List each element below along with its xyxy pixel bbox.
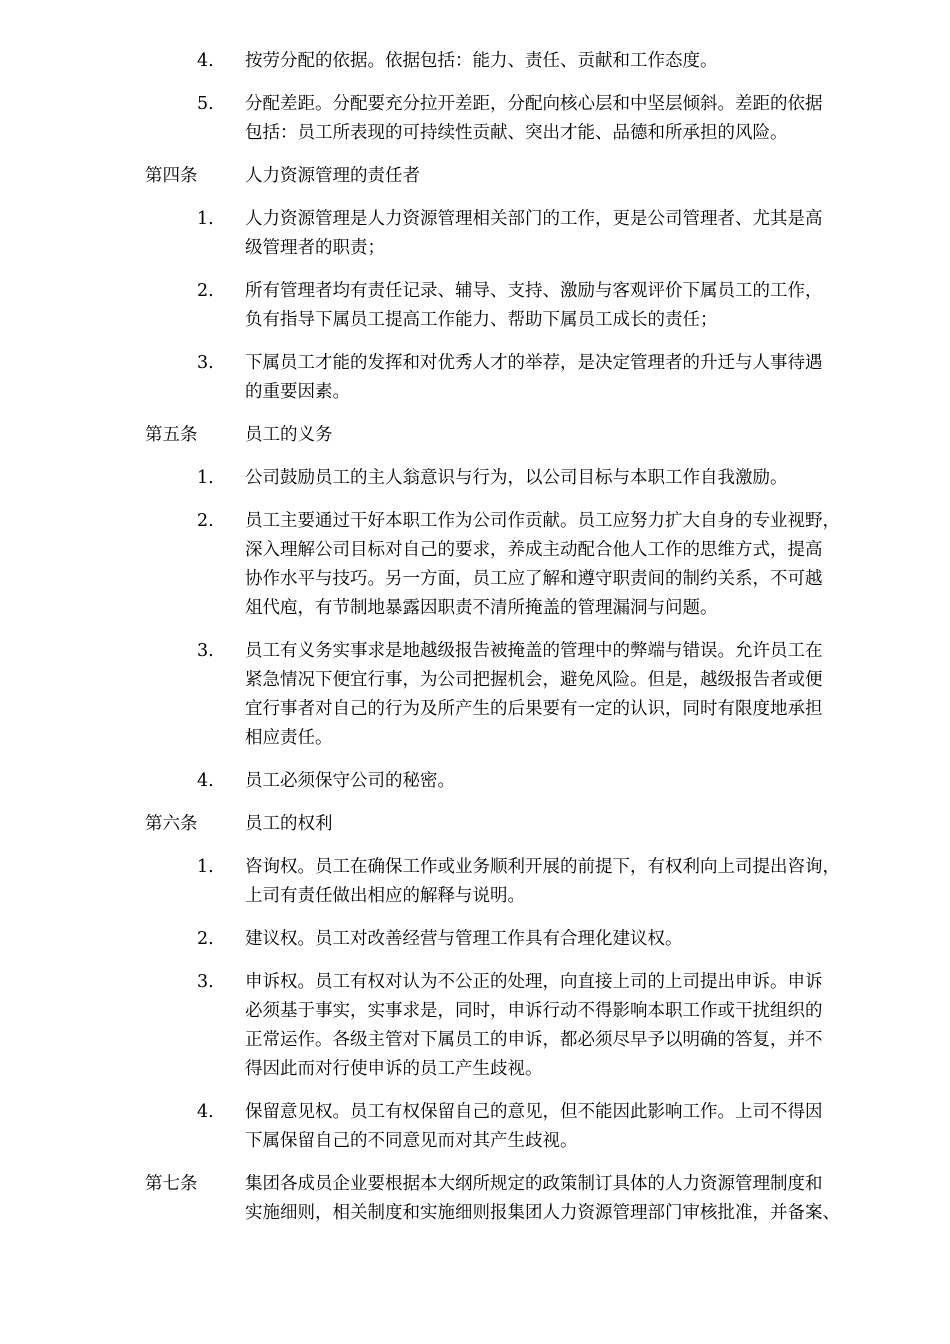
article-label: 第六条 <box>145 814 198 834</box>
item-number: 2. <box>197 929 214 949</box>
text-line: 员工主要通过干好本职工作为公司作贡献。员工应努力扩大自身的专业视野， <box>245 511 840 531</box>
item-text <box>245 853 895 911</box>
text-line: 紧急情况下便宜行事，为公司把握机会，避免风险。但是，越级报告者或便 <box>245 670 823 690</box>
text-line: 级管理者的职责； <box>245 238 385 258</box>
item-number: 1. <box>197 468 214 488</box>
article-label: 第七条 <box>145 1174 198 1194</box>
text-line: 公司鼓励员工的主人翁意识与行为，以公司目标与本职工作自我激励。 <box>245 468 788 488</box>
item-text <box>245 349 895 407</box>
item-text <box>245 47 895 76</box>
item-text <box>245 767 895 796</box>
item-text <box>245 925 895 954</box>
text-line: 必须基于事实，实事求是，同时，申诉行动不得影响本职工作或干扰组织的 <box>245 1001 823 1021</box>
text-line: 包括：员工所表现的可持续性贡献、突出才能、品德和所承担的风险。 <box>245 123 788 143</box>
text-line: 正常运作。各级主管对下属员工的申诉，都必须尽早予以明确的答复，并不 <box>245 1030 823 1050</box>
item-number: 4. <box>197 1102 214 1122</box>
article-label: 第五条 <box>145 425 198 445</box>
text-line: 员工必须保守公司的秘密。 <box>245 771 455 791</box>
text-line: 保留意见权。员工有权保留自己的意见，但不能因此影响工作。上司不得因 <box>245 1102 823 1122</box>
text-line: 下属员工才能的发挥和对优秀人才的举荐，是决定管理者的升迁与人事待遇 <box>245 353 823 373</box>
text-line: 深入理解公司目标对自己的要求，养成主动配合他人工作的思维方式，提高 <box>245 540 823 560</box>
item-text <box>245 277 895 335</box>
text-line: 实施细则，相关制度和实施细则报集团人力资源管理部门审核批准，并备案、 <box>245 1203 840 1223</box>
text-line: 建议权。员工对改善经营与管理工作具有合理化建议权。 <box>245 929 683 949</box>
item-text <box>245 90 895 148</box>
text-line: 所有管理者均有责任记录、辅导、支持、激励与客观评价下属员工的工作， <box>245 281 823 301</box>
text-line: 上司有责任做出相应的解释与说明。 <box>245 886 525 906</box>
text-line: 人力资源管理是人力资源管理相关部门的工作，更是公司管理者、尤其是高 <box>245 209 823 229</box>
text-line: 得因此而对行使申诉的员工产生歧视。 <box>245 1059 543 1079</box>
item-number: 3. <box>197 353 214 373</box>
text-line: 宜行事者对自己的行为及所产生的后果要有一定的认识，同时有限度地承担 <box>245 699 823 719</box>
text-line: 员工有义务实事求是地越级报告被掩盖的管理中的弊端与错误。允许员工在 <box>245 641 823 661</box>
text-line: 按劳分配的依据。依据包括：能力、责任、贡献和工作态度。 <box>245 51 718 71</box>
item-text <box>245 637 895 753</box>
item-number: 3. <box>197 641 214 661</box>
item-text <box>245 464 895 493</box>
article-text <box>245 162 895 191</box>
item-number: 4. <box>197 771 214 791</box>
item-text <box>245 968 895 1084</box>
item-number: 2. <box>197 511 214 531</box>
item-text <box>245 1098 895 1156</box>
article-label: 第四条 <box>145 166 198 186</box>
item-number: 1. <box>197 209 214 229</box>
text-line: 下属保留自己的不同意见而对其产生歧视。 <box>245 1131 578 1151</box>
text-line: 分配差距。分配要充分拉开差距，分配向核心层和中坚层倾斜。差距的依据 <box>245 94 823 114</box>
text-line: 集团各成员企业要根据本大纲所规定的政策制订具体的人力资源管理制度和 <box>245 1174 823 1194</box>
text-line: 俎代庖，有节制地暴露因职责不清所掩盖的管理漏洞与问题。 <box>245 598 718 618</box>
text-line: 员工的权利 <box>245 814 333 834</box>
item-text <box>245 205 895 263</box>
text-line: 的重要因素。 <box>245 382 350 402</box>
item-number: 5. <box>197 94 214 114</box>
text-line: 员工的义务 <box>245 425 333 445</box>
text-line: 负有指导下属员工提高工作能力、帮助下属员工成长的责任； <box>245 310 718 330</box>
item-number: 4. <box>197 51 214 71</box>
article-text <box>245 810 895 839</box>
text-line: 相应责任。 <box>245 728 333 748</box>
item-number: 1. <box>197 857 214 877</box>
article-text <box>245 1170 895 1228</box>
article-text <box>245 421 895 450</box>
item-number: 2. <box>197 281 214 301</box>
item-number: 3. <box>197 972 214 992</box>
text-line: 咨询权。员工在确保工作或业务顺利开展的前提下，有权利向上司提出咨询， <box>245 857 840 877</box>
text-line: 申诉权。员工有权对认为不公正的处理，向直接上司的上司提出申诉。申诉 <box>245 972 823 992</box>
item-text <box>245 507 895 623</box>
text-line: 人力资源管理的责任者 <box>245 166 420 186</box>
text-line: 协作水平与技巧。另一方面，员工应了解和遵守职责间的制约关系，不可越 <box>245 569 823 589</box>
